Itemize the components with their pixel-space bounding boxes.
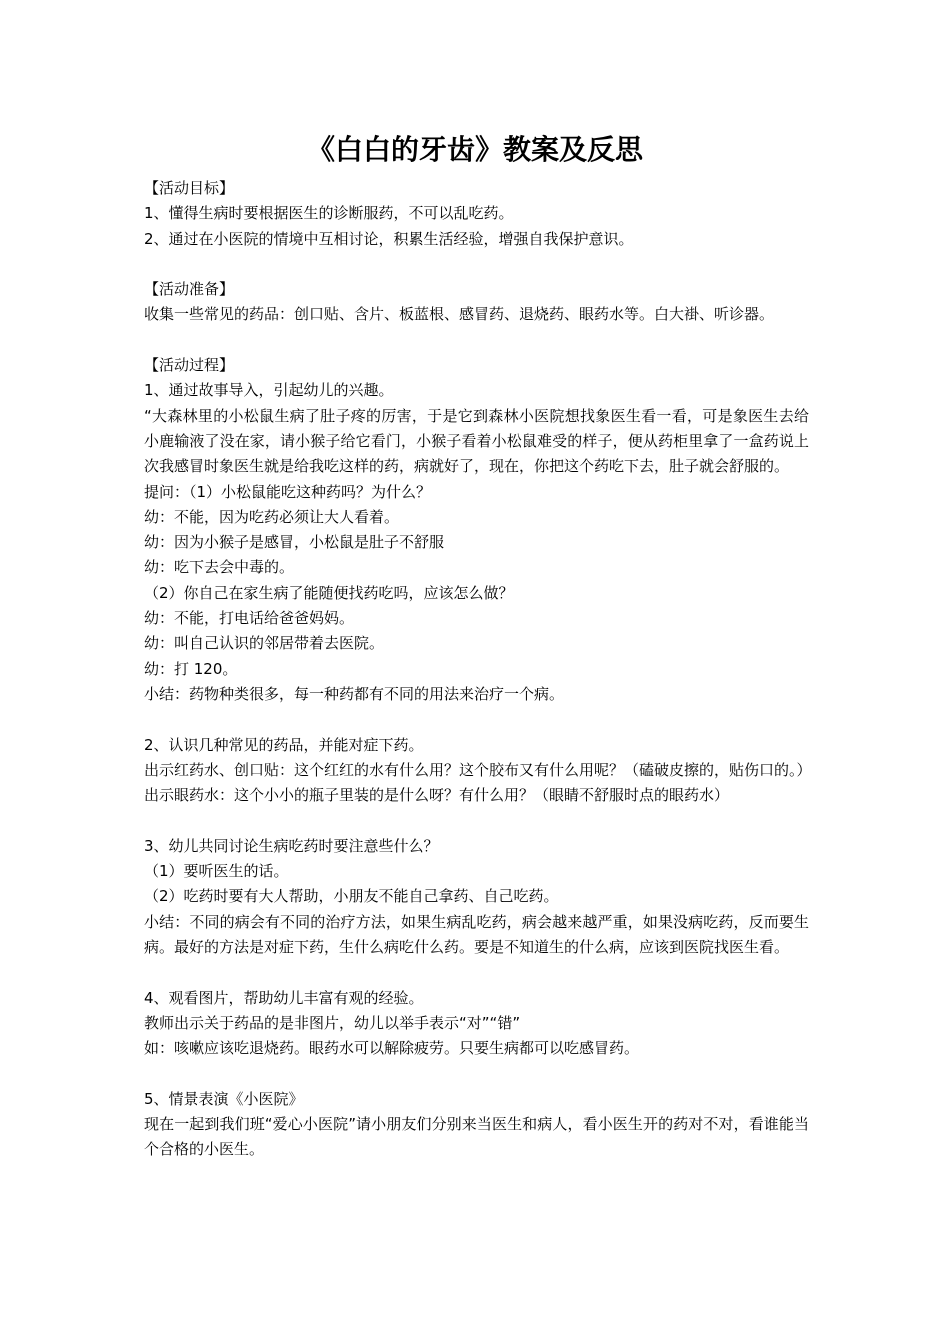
document-body — [144, 176, 812, 1163]
prep-text: 收集一些常见的药品：创口贴、含片、板蓝根、感冒药、退烧药、眼药水等。白大褂、听诊器。 — [144, 305, 775, 324]
step1-summary: 小结：药物种类很多，每一种药都有不同的用法来治疗一个病。 — [144, 684, 565, 703]
step3-title: 3、幼儿共同讨论生病吃药时要注意些什么？ — [144, 836, 439, 855]
spacer — [144, 1061, 809, 1086]
step2-paragraph: 出示眼药水：这个小小的瓶子里装的是什么呀？有什么用？（眼睛不舒服时点的眼药水） — [144, 786, 730, 805]
step1-answer: 幼：吃下去会中毒的。 — [144, 558, 295, 577]
step3-summary: 小结：不同的病会有不同的治疗方法，如果生病乱吃药，病会越来越严重，如果没病吃药，反而要生病。最好的方法是对症下药，生什么病吃什么药。要是不知道生的什么病，应该到医院找医生看。 — [144, 912, 809, 956]
spacer — [144, 960, 809, 985]
spacer — [144, 252, 809, 277]
step3-paragraph: （2）吃药时要有大人帮助，小朋友不能自己拿药、自己吃药。 — [144, 887, 559, 906]
process-heading: 【活动过程】 — [144, 356, 235, 375]
step5-title: 5、情景表演《小医院》 — [144, 1089, 304, 1108]
step1-question: （2）你自己在家生病了能随便找药吃吗，应该怎么做？ — [144, 583, 514, 602]
step2-paragraph: 出示红药水、创口贴：这个红红的水有什么用？这个胶布又有什么用呢？（磕破皮擦的，贴伤口的。） — [144, 760, 812, 779]
step5-paragraph: 现在一起到我们班“爱心小医院”请小朋友们分别来当医生和病人，看小医生开的药对不对，看谁能当个合格的小医生。 — [144, 1114, 809, 1159]
step4-paragraph: 如：咳嗽应该吃退烧药。眼药水可以解除疲劳。只要生病都可以吃感冒药。 — [144, 1039, 640, 1058]
step3-paragraph: （1）要听医生的话。 — [144, 862, 289, 881]
step1-question: 提问：（1）小松鼠能吃这种药吗？为什么？ — [144, 482, 432, 501]
prep-heading: 【活动准备】 — [144, 280, 235, 299]
step4-paragraph: 教师出示关于药品的是非图片，幼儿以举手表示“对”“错” — [144, 1013, 521, 1032]
step4-title: 4、观看图片，帮助幼儿丰富有观的经验。 — [144, 988, 424, 1007]
spacer — [144, 707, 809, 732]
step1-title: 1、通过故事导入，引起幼儿的兴趣。 — [144, 381, 394, 400]
step1-answer: 幼：叫自己认识的邻居带着去医院。 — [144, 634, 385, 653]
document-title: 《白白的牙齿》教案及反思 — [306, 133, 643, 166]
step1-answer: 幼：打 120。 — [144, 659, 238, 678]
step2-title: 2、认识几种常见的药品，并能对症下药。 — [144, 735, 424, 754]
goal-item: 2、通过在小医院的情境中互相讨论，积累生活经验，增强自我保护意识。 — [144, 229, 634, 248]
goal-item: 1、懂得生病时要根据医生的诊断服药，不可以乱吃药。 — [144, 204, 514, 223]
goals-heading: 【活动目标】 — [144, 179, 235, 197]
spacer — [144, 808, 809, 833]
step1-answer: 幼：不能，因为吃药必须让大人看着。 — [144, 507, 400, 526]
step1-answer: 幼：因为小猴子是感冒，小松鼠是肚子不舒服 — [144, 533, 445, 552]
step1-story: “大森林里的小松鼠生病了肚子疼的厉害，于是它到森林小医院想找象医生看一看，可是象医生去给小鹿输液了没在家，请小猴子给它看门，小猴子看着小松鼠难受的样子，便从药柜里拿了一盒药说上次我感冒时象医生就是给我吃这样的药，病就好了，现在，你把这个药吃下去，肚子就会舒服的。 — [144, 406, 809, 476]
step1-answer: 幼：不能，打电话给爸爸妈妈。 — [144, 609, 355, 628]
spacer — [144, 328, 809, 353]
